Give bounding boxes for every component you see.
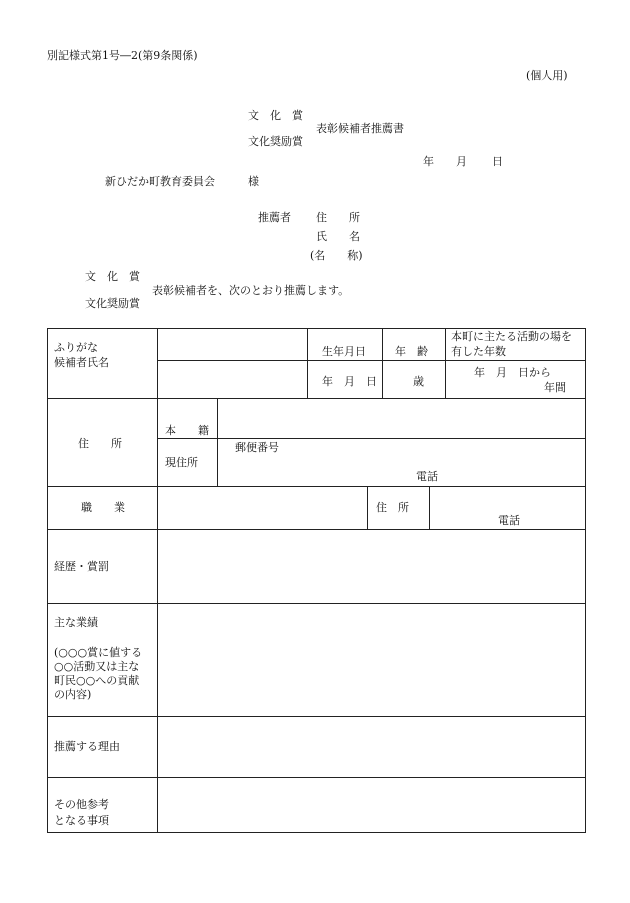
activity-since: 年 月 日から <box>474 366 552 379</box>
age-input-cell[interactable] <box>383 361 446 399</box>
career-label-cell <box>48 530 158 604</box>
usage-label: (個人用) <box>526 69 568 82</box>
occupation-label: 職 業 <box>81 501 125 514</box>
work-address-label: 住 所 <box>376 501 410 514</box>
current-address-label: 現住所 <box>165 456 198 469</box>
occupation-input-cell[interactable] <box>158 487 368 530</box>
domicile-label-cell <box>158 399 218 439</box>
date-month: 月 <box>456 155 467 168</box>
other-label-1: その他参考 <box>54 798 109 811</box>
age-label-cell <box>383 329 446 361</box>
birthdate-units: 年 月 日 <box>322 375 378 388</box>
career-input-cell[interactable] <box>158 530 586 604</box>
form-number: 別記様式第1号―2(第9条関係) <box>47 49 198 62</box>
postal-code-label: 郵便番号 <box>235 441 279 454</box>
furigana-input-cell[interactable] <box>158 329 308 361</box>
career-label: 経歴・賞罰 <box>54 560 109 573</box>
candidate-name-label-cell <box>48 329 158 399</box>
activity-years-label-cell <box>446 329 586 361</box>
current-address-input-cell[interactable] <box>218 439 586 487</box>
activity-years-input-cell[interactable] <box>446 361 586 399</box>
recommendation-form-table <box>47 328 586 833</box>
address-label-cell <box>48 399 158 487</box>
other-label-2: となる事項 <box>54 814 109 827</box>
current-address-label-cell <box>158 439 218 487</box>
recommender-address-label: 住 所 <box>316 211 360 224</box>
statement-award-culture: 文 化 賞 <box>85 270 140 283</box>
achievements-note-2: ○○活動又は主な <box>54 660 140 673</box>
recommender-label: 推薦者 <box>258 211 291 224</box>
statement-award-encouragement: 文化奨励賞 <box>85 297 140 310</box>
achievements-input-cell[interactable] <box>158 604 586 717</box>
age-unit: 歳 <box>413 375 425 388</box>
statement-text: 表彰候補者を、次のとおり推薦します。 <box>152 284 350 297</box>
activity-years-label-2: 有した年数 <box>451 345 507 358</box>
recommender-org-label: (名 称) <box>310 249 363 262</box>
birthdate-label-cell <box>308 329 383 361</box>
addressee-honorific: 様 <box>248 175 259 188</box>
address-label: 住 所 <box>78 437 122 450</box>
achievements-note-3: 町民○○への貢献 <box>54 674 140 687</box>
reason-label: 推薦する理由 <box>54 740 120 753</box>
domicile-input-cell[interactable] <box>218 399 586 439</box>
work-address-input-cell[interactable] <box>430 487 586 530</box>
birthdate-input-cell[interactable] <box>308 361 383 399</box>
candidate-name-label: 候補者氏名 <box>54 356 109 369</box>
achievements-label: 主な業績 <box>54 616 98 629</box>
date-day: 日 <box>492 155 503 168</box>
achievements-note-4: の内容) <box>54 688 92 701</box>
occupation-label-cell <box>48 487 158 530</box>
achievements-label-cell <box>48 604 158 717</box>
reason-input-cell[interactable] <box>158 717 586 778</box>
furigana-label: ふりがな <box>54 341 98 354</box>
age-label: 年 齢 <box>395 345 429 358</box>
title-award-encouragement: 文化奨励賞 <box>248 135 303 148</box>
candidate-name-input-cell[interactable] <box>158 361 308 399</box>
recommender-name-label: 氏 名 <box>316 230 360 243</box>
home-phone-label: 電話 <box>416 470 438 483</box>
other-label-cell <box>48 778 158 833</box>
other-input-cell[interactable] <box>158 778 586 833</box>
birthdate-label: 生年月日 <box>322 345 367 358</box>
domicile-label: 本 籍 <box>165 424 209 437</box>
addressee-name: 新ひだか町教育委員会 <box>105 175 215 188</box>
reason-label-cell <box>48 717 158 778</box>
achievements-note-1: (○○○賞に値する <box>54 646 143 659</box>
work-phone-label: 電話 <box>498 514 521 527</box>
title-award-culture: 文 化 賞 <box>248 109 303 122</box>
document-title: 表彰候補者推薦書 <box>316 122 404 135</box>
date-year: 年 <box>423 155 434 168</box>
activity-years-label-1: 本町に主たる活動の場を <box>451 330 573 343</box>
activity-years-unit: 年間 <box>544 381 567 394</box>
work-address-label-cell <box>368 487 430 530</box>
